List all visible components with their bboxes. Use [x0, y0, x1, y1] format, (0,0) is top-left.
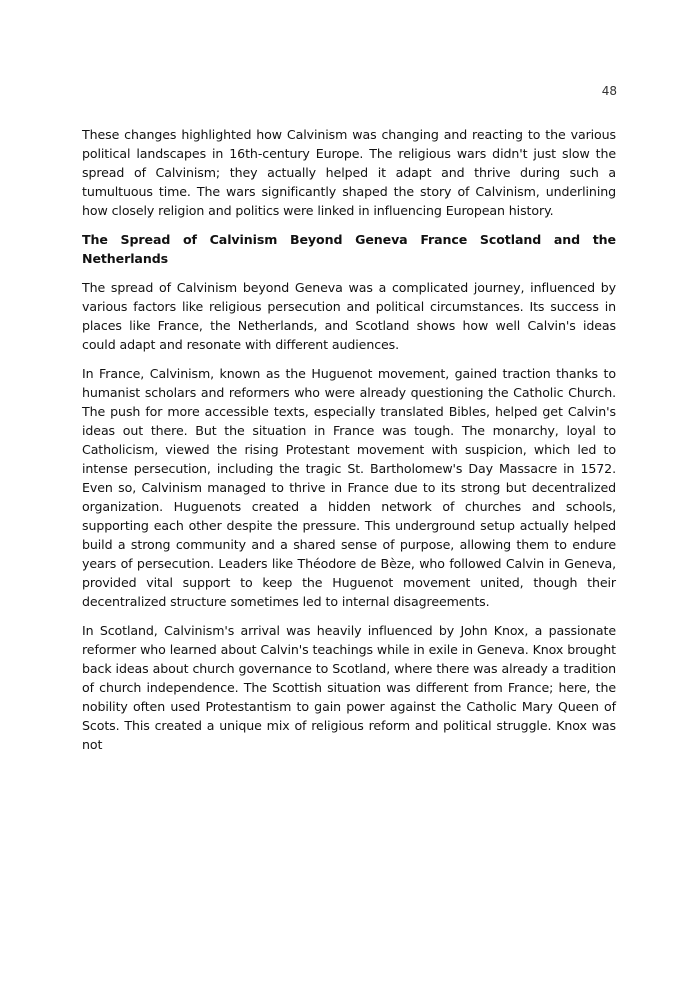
paragraph-scotland: In Scotland, Calvinism's arrival was heavily influenced by John Knox, a passionate reformer who learned about Calvin's teachings while in exile in Geneva. Knox brought back ideas about church governance to Scotland, where there was already a tradition of church independence. The Scottish situation was different from France; here, the nobility often used Protestantism to gain power against the Catholic Mary Queen of Scots. This created a unique mix of religious reform and political struggle. Knox was not — [82, 623, 616, 752]
paragraph-spread-intro: The spread of Calvinism beyond Geneva was a complicated journey, influenced by various factors like religious persecution and political circumstances. Its success in places like France, the Netherlands, and Scotland shows how well Calvin's ideas could adapt and resonate with different audiences. — [82, 280, 616, 352]
page-number: 48 — [601, 84, 617, 98]
paragraph-religious-wars-summary: These changes highlighted how Calvinism was changing and reacting to the various political landscapes in 16th-century Europe. The religious wars didn't just slow the spread of Calvinism; they actually helped it adapt and thrive during such a tumultuous time. The wars significantly shaped the story of Calvinism, underlining how closely religion and politics were linked in influencing European history. — [82, 127, 616, 218]
document-body — [82, 125, 616, 764]
paragraph-france: In France, Calvinism, known as the Huguenot movement, gained traction thanks to humanist scholars and reformers who were already questioning the Catholic Church. The push for more accessible texts, especially translated Bibles, helped get Calvin's ideas out there. But the situation in France was tough. The monarchy, loyal to Catholicism, viewed the rising Protestant movement with suspicion, which led to intense persecution, including the tragic St. Bartholomew's Day Massacre in 1572. Even so, Calvinism managed to thrive in France due to its strong but decentralized organization. Huguenots created a hidden network of churches and schools, supporting each other despite the pressure. This underground setup actually helped build a strong community and a shared sense of purpose, allowing them to endure years of persecution. Leaders like Théodore de Bèze, who followed Calvin in Geneva, provided vital support to keep the Huguenot movement united, though their decentralized structure sometimes led to internal disagreements. — [82, 366, 616, 609]
section-heading: The Spread of Calvinism Beyond Geneva France Scotland and the Netherlands — [82, 232, 616, 266]
